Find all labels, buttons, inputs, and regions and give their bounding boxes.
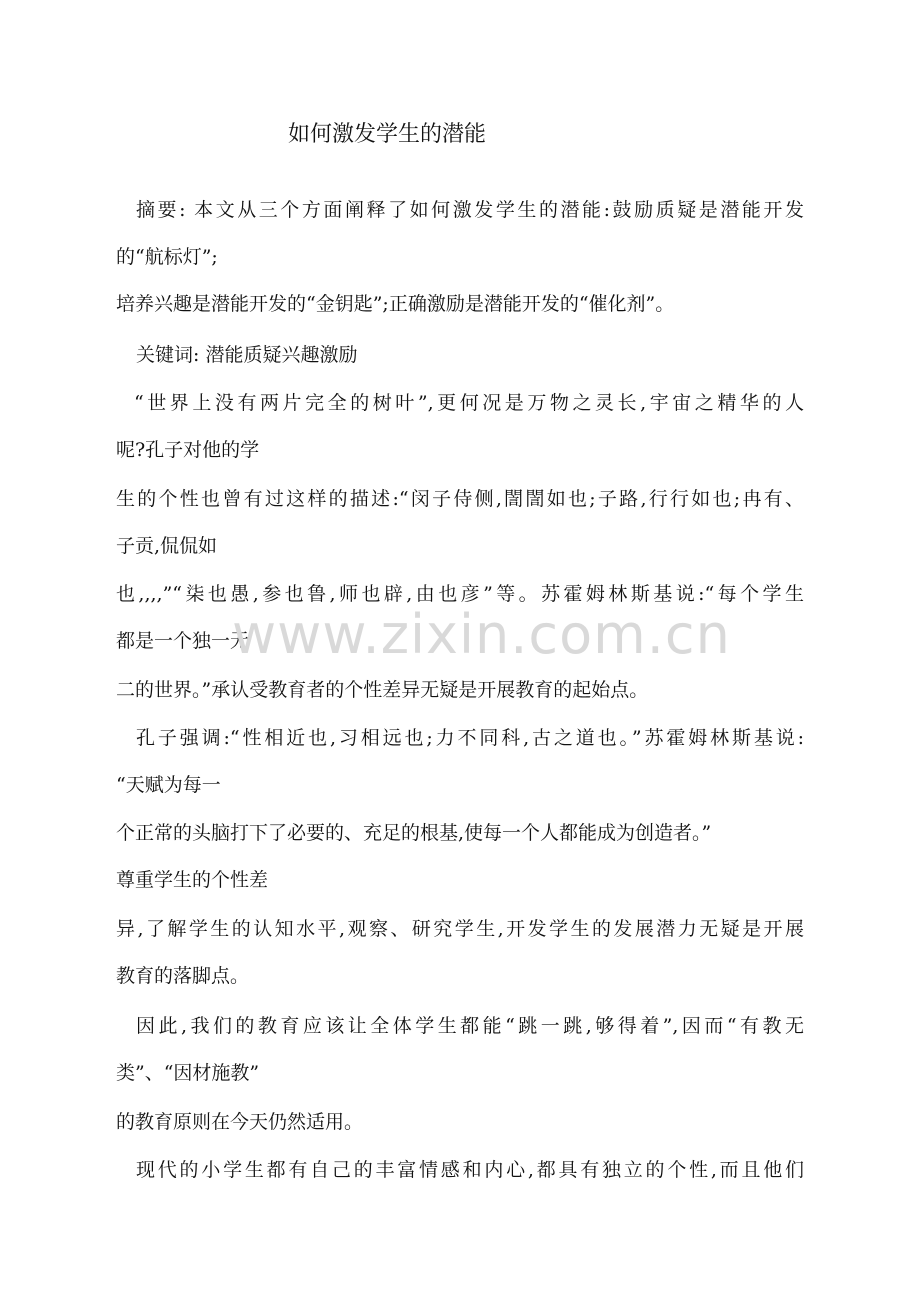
paragraph-3-line-3: 的教育原则在今天仍然适用。 bbox=[116, 1111, 364, 1133]
paragraph-1-line-1: “世界上没有两片完全的树叶”,更何况是万物之灵长,宇宙之精华的人 bbox=[134, 392, 804, 414]
paragraph-4-line-1: 现代的小学生都有自己的丰富情感和内心,都具有独立的个性,而且他们 bbox=[136, 1159, 804, 1181]
paragraph-2-line-5: 异,了解学生的认知水平,观察、研究学生,开发学生的发展潜力无疑是开展 bbox=[116, 918, 804, 940]
paragraph-1-line-7: 二的世界。”承认受教育者的个性差异无疑是开展教育的起始点。 bbox=[116, 679, 649, 701]
paragraph-3-line-1: 因此,我们的教育应该让全体学生都能“跳一跳,够得着”,因而“有教无 bbox=[136, 1015, 804, 1037]
paragraph-2-line-3: 个正常的头脑打下了必要的、充足的根基,使每一个人都能成为创造者。” bbox=[116, 822, 712, 844]
abstract-line-2: 的“航标灯”; bbox=[116, 246, 218, 268]
abstract-line-1: 摘要: 本文从三个方面阐释了如何激发学生的潜能:鼓励质疑是潜能开发 bbox=[136, 199, 804, 221]
paragraph-1-line-5: 也,,,,”“柒也愚,参也鲁,师也辟,由也彦”等。苏霍姆林斯基说:“每个学生 bbox=[116, 583, 804, 605]
document-title: 如何激发学生的潜能 bbox=[288, 122, 487, 147]
paragraph-1-line-3: 生的个性也曾有过这样的描述:“闵子侍侧,誾誾如也;子路,行行如也;冉有、 bbox=[116, 488, 804, 510]
paragraph-1-line-2: 呢?孔子对他的学 bbox=[116, 439, 260, 461]
paragraph-2-line-4: 尊重学生的个性差 bbox=[116, 869, 269, 891]
paragraph-3-line-2: 类”、“因材施教” bbox=[116, 1062, 260, 1084]
keywords-line: 关键词: 潜能质疑兴趣激励 bbox=[136, 344, 358, 366]
abstract-line-3: 培养兴趣是潜能开发的“金钥匙”;正确激励是潜能开发的“催化剂”。 bbox=[116, 293, 675, 315]
paragraph-2-line-6: 教育的落脚点。 bbox=[116, 965, 250, 987]
paragraph-1-line-4: 子贡,侃侃如 bbox=[116, 535, 218, 557]
paragraph-2-line-1: 孔子强调:“性相近也,习相远也;力不同科,古之道也。”苏霍姆林斯基说: bbox=[136, 727, 804, 749]
watermark: www.zixin.com.cn bbox=[232, 603, 731, 666]
paragraph-2-line-2: “天赋为每一 bbox=[116, 774, 221, 796]
paragraph-1-line-6: 都是一个独一无 bbox=[116, 630, 250, 652]
